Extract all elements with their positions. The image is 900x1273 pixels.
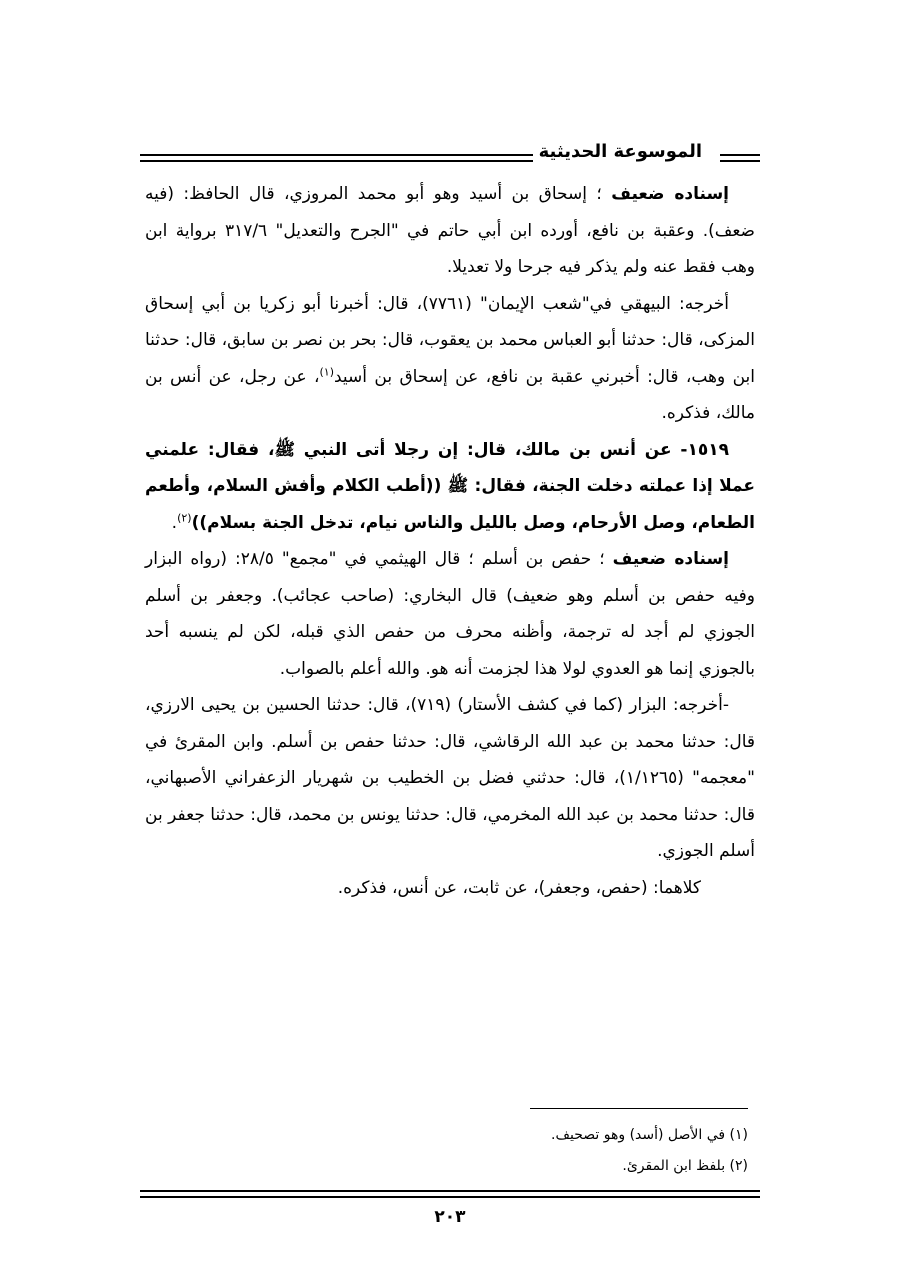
isnad-grade-1: إسناده ضعيف [611,184,729,204]
paragraph-6-text: كلاهما: (حفص، وجعفر)، عن ثابت، عن أنس، فذكره. [337,877,701,898]
footnotes [148,1120,748,1182]
footnote-ref-2[interactable]: (٢) [177,510,192,524]
hadith-1519 [145,432,755,542]
paragraph-5-text: -أخرجه: البزار (كما في كشف الأستار) (٧١٩)، قال: حدثنا الحسين بن يحيى الارزي، قال: حدثنا محمد بن عبد الله الرقاشي، قال: حدثنا حفص بن أسلم. وابن المقرئ في "معجمه" (١/١٢٦٥)، قال: حدثني فضل بن الخطيب بن شهريار الزعفراني الأصبهاني، قال: حدثنا محمد بن عبد الله المخرمي، قال: حدثنا يونس بن محمد، قال: حدثنا جعفر بن أسلم الجوزي. [145,695,755,861]
footnote-2: (٢) بلفظ ابن المقرئ. [622,1158,748,1174]
paragraph-2-tail: ، عن رجل، عن أنس بن مالك، فذكره. [145,366,755,423]
footnote-separator [530,1108,748,1109]
page-number: ٢٠٣ [434,1207,466,1227]
header-title: الموسوعة الحديثية [533,141,708,162]
paragraph-2-text: أخرجه: البيهقي في"شعب الإيمان" (٧٧٦١)، قال: أخبرنا أبو زكريا بن أبي إسحاق المزكى، قال: حدثنا أبو العباس محمد بن يعقوب، قال: بحر بن نصر بن سابق، قال: حدثنا ابن وهب، قال: أخبرني عقبة بن نافع، عن إسحاق بن أسيد [145,293,755,387]
paragraph-isnad-2 [145,541,755,687]
hadith-tail: . [171,512,178,533]
isnad-grade-2: إسناده ضعيف [612,549,730,569]
main-text [145,176,755,906]
footer-rule-top [140,1190,760,1192]
paragraph-conclusion [145,870,755,907]
header-rule-right-top [720,154,760,156]
paragraph-1-text: ؛ إسحاق بن أسيد وهو أبو محمد المروزي، قال الحافظ: (فيه ضعف). وعقبة بن نافع، أورده ابن أبي حاتم في "الجرح والتعديل" ٣١٧/٦ برواية ابن وهب فقط عنه ولم يذكر فيه جرحا ولا تعديلا. [145,184,755,277]
footer-rule-bottom [140,1196,760,1198]
hadith-text: ١٥١٩- عن أنس بن مالك، قال: إن رجلا أتى النبي ﷺ، فقال: علمني عملا إذا عملته دخلت الجنة، فقال: ﷺ ((أطب الكلام وأفش السلام، وأطعم الطعام، وصل الأرحام، وصل بالليل والناس نيام، تدخل الجنة بسلام)) [145,439,755,533]
paragraph-takhrij-2 [145,687,755,870]
header-rule-top [140,154,560,156]
paragraph-isnad-1 [145,176,755,286]
header-rule-bottom [140,160,560,162]
paragraph-takhrij-1 [145,286,755,432]
footnote-1: (١) في الأصل (أسد) وهو تصحيف. [551,1127,748,1143]
footnote-ref-1[interactable]: (١) [319,364,334,378]
paragraph-4-text: ؛ حفص بن أسلم ؛ قال الهيثمي في "مجمع" ٢٨/٥: (رواه البزار وفيه حفص بن أسلم وهو ضعيف) قال البخاري: (صاحب عجائب). وجعفر بن أسلم الجوزي لم أجد له ترجمة، وأظنه محرف من حفص الذي قبله، لكن لم ينسبه أحد بالجوزي إنما هو العدوي لولا هذا لجزمت أنه هو. والله أعلم بالصواب. [145,549,755,679]
running-header [140,141,760,175]
header-rule-right-bottom [720,160,760,162]
